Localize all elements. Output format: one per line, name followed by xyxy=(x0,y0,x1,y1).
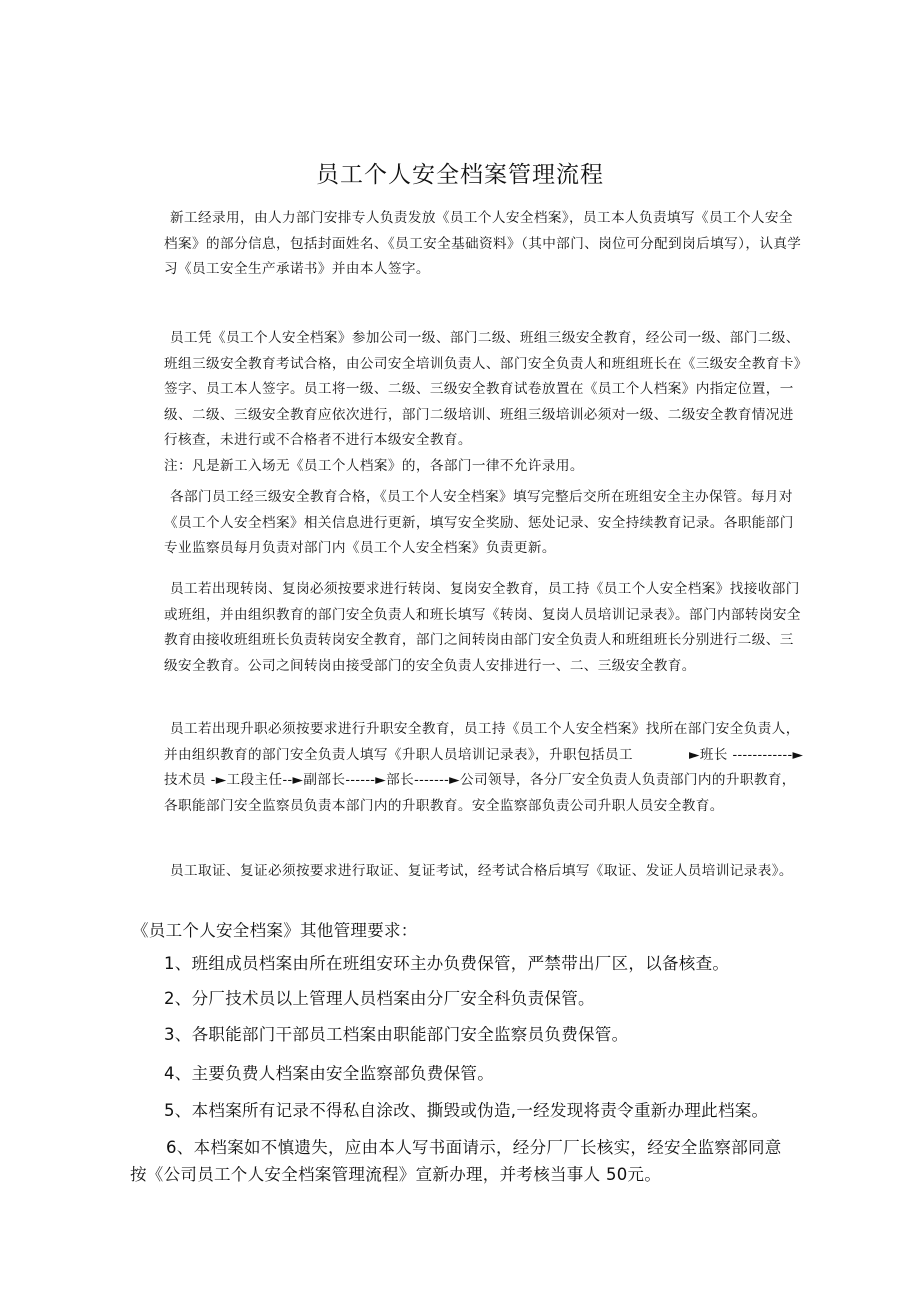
requirement-item-3: 3、各职能部门干部员工档案由职能部门安全监察员负费保管。 xyxy=(164,1025,629,1044)
paragraph-note: 注：凡是新工入场无《员工个人档案》的，各部门一律不允许录用。 xyxy=(164,457,584,474)
page-title: 员工个人安全档案管理流程 xyxy=(316,162,604,188)
requirement-item-5: 5、本档案所有记录不得私自涂改、撕毁或伪造,一经发现将责令重新办理此档案。 xyxy=(164,1101,769,1120)
paragraph-promotion-education xyxy=(164,717,804,819)
paragraph-text: 各部门员工经三级安全教育合格，《员工个人安全档案》填写完整后交所在班组安全主办保管。每月对《员工个人安全档案》相关信息进行更新，填写安全奖励、惩处记录、安全持续教育记录。各职能部门专业监察员每月负责对部门内《员工个人安全档案》负责更新。 xyxy=(164,489,794,557)
requirement-item-6 xyxy=(130,1134,810,1188)
requirements-heading: 《员工个人安全档案》其他管理要求： xyxy=(132,921,418,940)
requirement-item-6-line-2: 按《公司员工个人安全档案管理流程》宣新办理，并考核当事人 50元。 xyxy=(130,1165,662,1184)
paragraph-text: 员工取证、复证必须按要求进行取证、复证考试，经考试合格后填写《取证、发证人员培训记录表》。 xyxy=(170,863,793,879)
requirement-item-4: 4、主要负费人档案由安全监察部负费保管。 xyxy=(164,1064,494,1083)
paragraph-new-employee xyxy=(164,206,804,283)
paragraph-three-level-education xyxy=(164,326,804,480)
paragraph-certification xyxy=(164,859,804,885)
paragraph-text: 员工若出现升职必须按要求进行升职安全教育，员工持《员工个人安全档案》找所在部门安全负责人，并由组织教育的部门安全负责人填写《升职人员培训记录表》，升职包括员工 ►班长 ------------►技术员 -►工段主任--►副部长------►部长-------►公司领导，各分厂安全负责人负责部门内的升职教育，各职能部门安全监察员负责本部门内的升职教育。安全监察部负责公司升职人员安全教育。 xyxy=(164,721,804,814)
requirement-item-2: 2、分厂技术员以上管理人员档案由分厂安全科负责保管。 xyxy=(164,989,595,1008)
paragraph-text: 员工若出现转岗、复岗必须按要求进行转岗、复岗安全教育，员工持《员工个人安全档案》找接收部门或班组，并由组织教育的部门安全负责人和班长填写《转岗、复岗人员培训记录表》。部门内部转岗安全教育由接收班组班长负责转岗安全教育，部门之间转岗由部门安全负责人和班组班长分别进行二级、三级安全教育。公司之间转岗由接受部门的安全负责人安排进行一、二、三级安全教育。 xyxy=(164,581,801,674)
paragraph-text: 新工经录用，由人力部门安排专人负责发放《员工个人安全档案》，员工本人负责填写《员工个人安全档案》的部分信息，包括封面姓名、《员工安全基础资料》（其中部门、岗位可分配到岗后填写），认真学习《员工安全生产承诺书》并由本人签字。 xyxy=(164,210,802,278)
paragraph-archive-custody xyxy=(164,485,804,562)
requirement-item-1: 1、班组成员档案由所在班组安环主办负费保管，严禁带出厂区，以备核查。 xyxy=(164,954,730,973)
requirement-item-6-line-1: 6、本档案如不慎遗失，应由本人写书面请示，经分厂厂长核实，经安全监察部同意 xyxy=(166,1138,782,1157)
paragraph-text: 员工凭《员工个人安全档案》参加公司一级、部门二级、班组三级安全教育，经公司一级、部门二级、班组三级安全教育考试合格，由公司安全培训负责人、部门安全负责人和班组班长在《三级安全教育卡》签字、员工本人签字。员工将一级、二级、三级安全教育试卷放置在《员工个人档案》内指定位置，一级、二级、三级安全教育应依次进行，部门二级培训、班组三级培训必须对一级、二级安全教育情况进行核查，未进行或不合格者不进行本级安全教育。 xyxy=(164,330,801,449)
paragraph-transfer-education xyxy=(164,577,804,679)
